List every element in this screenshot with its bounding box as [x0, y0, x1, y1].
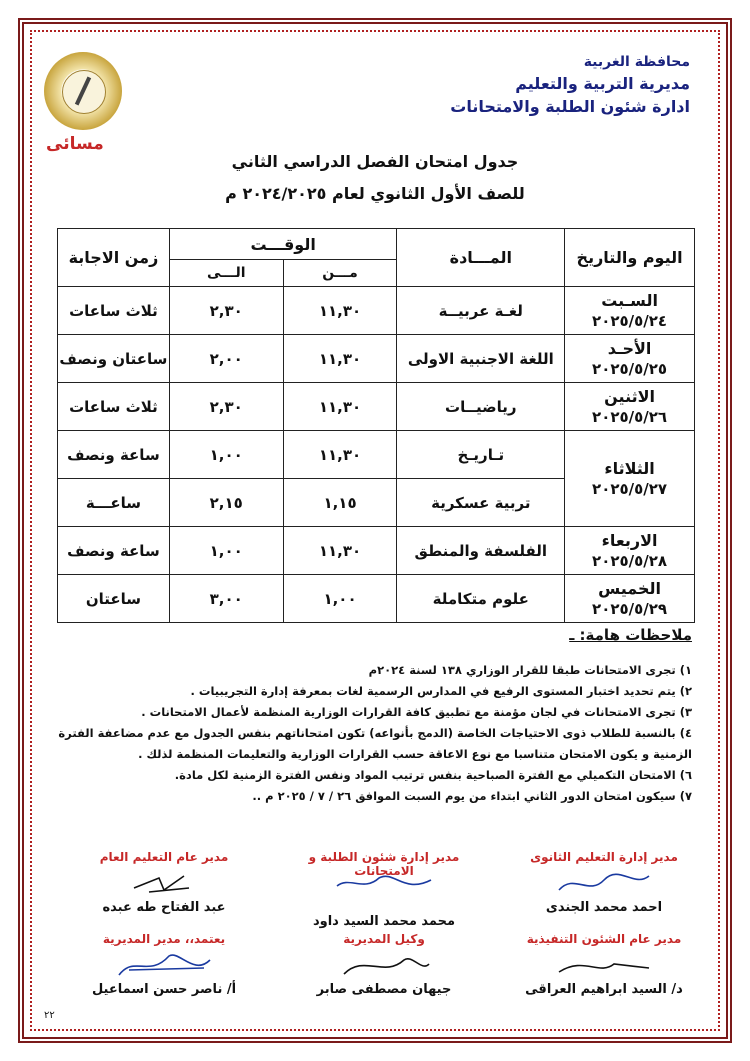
day-name: الثلاثاء [604, 458, 655, 478]
duration-cell: ساعتان [58, 575, 170, 623]
governorate-logo [44, 52, 122, 130]
duration-cell: ساعتان ونصف [58, 335, 170, 383]
header-to: الـــى [169, 260, 283, 287]
table-row [58, 335, 695, 383]
notes-heading: ملاحظات هامة: ـ [569, 626, 692, 644]
day-name: الاثنين [604, 386, 656, 406]
from-cell: ١١,٣٠ [283, 335, 397, 383]
day-name: الاربعاء [601, 530, 658, 550]
handwritten-signature [334, 868, 434, 898]
notes-list [52, 660, 692, 807]
day-name: الأحـد [607, 338, 652, 358]
duration-cell: ساعة ونصف [58, 527, 170, 575]
signature-deputy [284, 932, 484, 997]
signature-director [64, 932, 264, 997]
header-governorate: محافظة الغربية [583, 54, 690, 70]
signature-role: مدير عام التعليم العام [99, 850, 229, 864]
table-row [58, 431, 695, 479]
signature-name: محمد محمد السيد داود [312, 914, 456, 929]
from-cell: ١١,٣٠ [283, 287, 397, 335]
signature-role: مدير إدارة التعليم الثانوى [530, 850, 678, 864]
note-item: ٢) يتم تحديد اختبار المستوى الرفيع في المدارس الرسمية لغات بمعرفة إدارة التجريبيات . [190, 684, 692, 698]
duration-cell: ثلاث ساعات [58, 287, 170, 335]
note-item: ٤) بالنسبة للطلاب ذوى الاحتياجات الخاصة (الدمج بأنواعه) تكون امتحاناتهم بنفس الجدول مع عدم مضاعفة الفترة الزمنية و يكون الامتحان متناسبا مع نوع الاعاقة حسب القرارات الوزارية والتعليمات المنظمة لذلك . [58, 726, 692, 761]
to-cell: ١,٠٠ [169, 527, 283, 575]
table-row [58, 575, 695, 623]
shift-label: مسائى [46, 134, 104, 154]
signature-role: وكيل المديرية [343, 932, 425, 946]
header-block [450, 50, 690, 120]
day-date: ٢٠٢٥/٥/٢٩ [592, 599, 668, 618]
signature-name: احمد محمد الجندى [545, 900, 663, 915]
signature-role: يعتمد،، مدير المديرية [102, 932, 226, 946]
day-cell [565, 287, 695, 335]
signature-role: مدير إدارة شئون الطلبة و الامتحانات [308, 850, 460, 878]
schedule-subtitle: للصف الأول الثانوي لعام ٢٠٢٤/٢٠٢٥ م [225, 184, 525, 203]
from-cell: ١,١٥ [283, 479, 397, 527]
handwritten-signature [554, 868, 654, 898]
header-duration: زمن الاجابة [58, 229, 170, 287]
handwritten-signature [114, 868, 214, 898]
signature-student-affairs [284, 850, 484, 929]
day-cell [565, 431, 695, 527]
duration-cell: ثلاث ساعات [58, 383, 170, 431]
header-time: الوقـــت [169, 229, 397, 260]
header-directorate: مديرية التربية والتعليم [515, 74, 690, 93]
day-name: الخميس [598, 578, 662, 598]
to-cell: ٢,٣٠ [169, 287, 283, 335]
handwritten-signature [114, 950, 214, 980]
schedule-title: جدول امتحان الفصل الدراسي الثاني [231, 152, 519, 171]
signature-secondary-ed [504, 850, 704, 915]
day-date: ٢٠٢٥/٥/٢٨ [592, 551, 668, 570]
from-cell: ١١,٣٠ [283, 527, 397, 575]
to-cell: ٣,٠٠ [169, 575, 283, 623]
from-cell: ١١,٣٠ [283, 431, 397, 479]
table-header-row [58, 229, 695, 260]
day-cell [565, 527, 695, 575]
table-row [58, 383, 695, 431]
subject-cell: الفلسفة والمنطق [397, 527, 565, 575]
signature-executive-affairs [504, 932, 704, 997]
to-cell: ٢,٠٠ [169, 335, 283, 383]
duration-cell: ساعـــة [58, 479, 170, 527]
day-name: السـبت [601, 290, 658, 310]
from-cell: ١,٠٠ [283, 575, 397, 623]
signature-name: جيهان مصطفى صابر [316, 982, 452, 997]
signature-name: أ/ ناصر حسن اسماعيل [91, 982, 237, 997]
subject-cell: لغـة عربيــة [397, 287, 565, 335]
day-cell [565, 575, 695, 623]
header-day-date: اليوم والتاريخ [565, 229, 695, 287]
day-cell [565, 335, 695, 383]
note-item: ٧) سيكون امتحان الدور الثاني ابتداء من يوم السبت الموافق ٢٦ / ٧ / ٢٠٢٥ م .. [252, 789, 692, 803]
to-cell: ٢,٣٠ [169, 383, 283, 431]
day-date: ٢٠٢٥/٥/٢٧ [592, 479, 668, 498]
signature-role: مدير عام الشئون التنفيذية [526, 932, 682, 946]
header-from: مـــن [283, 260, 397, 287]
note-item: ١) تجرى الامتحانات طبقا للقرار الوزاري ١٣٨ لسنة ٢٠٢٤م [368, 663, 692, 677]
subject-cell: تربية عسكرية [397, 479, 565, 527]
duration-cell: ساعة ونصف [58, 431, 170, 479]
page-number: ٢٢ [44, 1010, 55, 1021]
exam-schedule-table [57, 228, 695, 623]
subject-cell: علوم متكاملة [397, 575, 565, 623]
signature-name: عبد الفتاح طه عبده [102, 900, 226, 915]
table-row [58, 527, 695, 575]
header-subject: المـــادة [397, 229, 565, 287]
note-item: ٣) تجرى الامتحانات في لجان مؤمنة مع تطبيق كافة القرارات الوزارية المنظمة لأعمال الامتحانات . [141, 705, 692, 719]
to-cell: ١,٠٠ [169, 431, 283, 479]
handwritten-signature [334, 950, 434, 980]
day-date: ٢٠٢٥/٥/٢٤ [592, 311, 668, 330]
signature-general-ed [64, 850, 264, 915]
handwritten-signature [554, 950, 654, 980]
table-row [58, 287, 695, 335]
signature-name: د/ السيد ابراهيم العراقى [525, 982, 683, 997]
day-cell [565, 383, 695, 431]
header-department: ادارة شئون الطلبة والامتحانات [450, 97, 690, 116]
subject-cell: رياضيــات [397, 383, 565, 431]
note-item: ٦) الامتحان التكميلي مع الفترة الصباحية بنفس ترتيب المواد ونفس الفترة الزمنية لكل مادة. [174, 768, 692, 782]
day-date: ٢٠٢٥/٥/٢٥ [592, 359, 668, 378]
subject-cell: اللغة الاجنبية الاولى [397, 335, 565, 383]
subject-cell: تـاريـخ [397, 431, 565, 479]
to-cell: ٢,١٥ [169, 479, 283, 527]
day-date: ٢٠٢٥/٥/٢٦ [592, 407, 668, 426]
from-cell: ١١,٣٠ [283, 383, 397, 431]
